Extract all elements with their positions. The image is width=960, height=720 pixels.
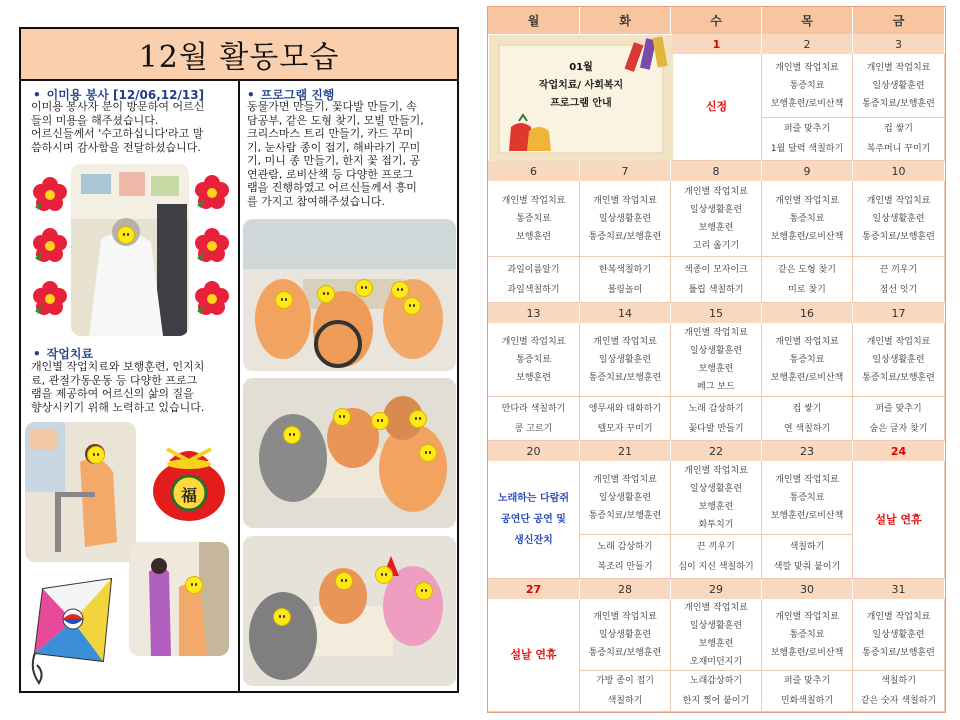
activity: 컵 쌓기 [792,403,822,414]
therapy-text [31,360,236,414]
activity: 일상생활훈련 [872,354,925,365]
kite-icon [25,569,123,691]
date-cell: 6 [488,161,580,181]
activity: 통증치료 [516,213,551,224]
activity: 꽃다발 만들기 [688,423,744,434]
program-cell [580,257,671,303]
date-cell: 14 [580,303,671,323]
program-cell [762,397,853,441]
activity: 보행훈련/로비산책 [770,372,844,383]
walker-training-photo [25,422,136,562]
program-text [247,100,459,208]
face-blur-icon [371,412,389,430]
date-cell: 31 [853,579,945,599]
holiday-cell [488,599,580,712]
activity: 십이 지신 색칠하기 [678,561,754,572]
text-line: 담공부, 같은 도형 찾기, 모빌 만들기, [247,113,424,127]
activity: 일상생활훈련 [872,213,925,224]
activity: 과일이름알기 [507,264,560,275]
activity: 일상생활훈련 [598,629,652,640]
face-blur-icon [419,444,437,462]
event-cell [488,461,580,579]
face-blur-icon [283,426,301,444]
program-cell [762,671,853,712]
face-blur-icon [333,408,351,426]
activity: 개인별 작업치료 [684,186,748,197]
activity: 색칠하기 [789,541,825,552]
schedule-cell [580,323,671,397]
schedule-cell [671,599,762,671]
activity: 미로 찾기 [788,284,826,295]
activity: 보행훈련 [516,231,551,242]
activity: 통증치료/보행훈련 [588,231,662,242]
activity: 개인별 작업치료 [866,62,931,73]
weekday-header [488,7,945,34]
haircut-photo [71,164,189,336]
program-cell [671,397,762,441]
program-cell [488,257,580,303]
schedule-cell [762,599,853,671]
activity: 통증치료 [516,354,551,365]
activity: 통증치료/보행훈련 [862,647,935,658]
activity: 보행훈련/로비산책 [770,647,844,658]
program-cell [853,118,945,161]
activity: 보행훈련/로비산책 [770,510,844,521]
schedule-cell [762,461,853,535]
activity: 고리 옮기기 [692,240,740,251]
activity: 볼링놀이 [607,284,643,295]
schedule-cell [580,461,671,535]
activity: 텔모자 꾸미기 [597,423,653,434]
calendar-banner [489,35,673,163]
date-cell: 10 [853,161,945,181]
camellia-flower-icon [195,281,229,315]
program-cell [671,671,762,712]
activity: 퍼즐 맞추기 [783,676,831,686]
activity-calendar [487,6,946,713]
activity: 개인별 작업치료 [775,474,839,485]
text-line: 기, 눈사람 종이 접기, 해바라기 꾸미 [247,140,421,154]
activity: 개인별 작업치료 [866,195,931,206]
date-row [672,34,945,54]
bullet-icon: • [33,347,41,361]
text-line: 크리스마스 트리 만들기, 카드 꾸미 [247,127,414,140]
event-line: 노래하는 다람쥐 [497,493,570,504]
date-row [488,579,945,599]
face-blur-icon [409,410,427,428]
activity: 앵무새와 대화하기 [588,403,662,414]
activity: 보행훈련 [698,222,734,233]
date-cell: 27 [488,579,580,599]
text-line: 기, 미니 종 만들기, 한지 꽃 접기, 공 [247,154,421,167]
program-cell [762,535,853,579]
activity: 연 색칠하기 [783,423,831,434]
date-cell: 29 [671,579,762,599]
activity: 색칠하기 [607,696,643,706]
activity: 개인별 작업치료 [593,336,657,347]
date-cell: 22 [671,441,762,461]
program-cell [488,397,580,441]
activity: 통증치료 [789,213,825,224]
holiday-label: 설날 연휴 [510,648,557,661]
camellia-flower-icon [195,228,229,262]
program-cell [580,397,671,441]
activity: 같은 숫자 색칠하기 [860,696,937,706]
text-line: 연관람, 로비산책 등 다양한 프로그 [247,167,414,181]
text-line: 어르신들께서 '수고하십니다'라고 말 [31,127,204,140]
activity: 일상생활훈련 [689,204,743,215]
date-cell: 8 [671,161,762,181]
schedule-cell [671,461,762,535]
date-cell: 7 [580,161,671,181]
event-line: 공연단 공연 및 [501,514,566,525]
camellia-flower-icon [195,175,229,209]
activity: 개인별 작업치료 [501,336,566,347]
program-cell [671,535,762,579]
date-cell: 23 [762,441,853,461]
activity: 만다라 색칠하기 [501,403,566,414]
camellia-flower-icon [33,177,67,211]
banner-line: 작업치료/ 사회복지 [538,80,624,91]
face-blur-icon [403,297,421,315]
schedule-cell [671,181,762,257]
volunteer-title-text: 이미용 봉사 [12/06,12/13] [46,88,205,102]
program-cell [853,671,945,712]
activity: 콩 고르기 [514,423,553,434]
activity: 개인별 작업치료 [593,195,657,206]
weekday-thu: 목 [762,7,853,34]
face-blur-icon [335,572,353,590]
camellia-flower-icon [33,228,67,262]
activity: 통증치료 [789,492,825,503]
newsletter-panel [19,27,459,693]
date-cell: 24 [853,441,945,461]
camellia-flower-icon [33,281,67,315]
activity: 한지 찢어 붙이기 [682,696,750,706]
activity: 화투치기 [698,519,734,530]
date-cell: 15 [671,303,762,323]
activity: 보행훈련 [516,372,551,383]
activity: 색종이 모자이크 [684,264,748,275]
activity: 퍼즐 맞추기 [783,124,831,134]
text-line: 램을 제공하여 어르신의 삶의 질을 [31,387,194,400]
text-line: 료, 관절가동운동 등 다양한 프로그 [31,373,198,387]
date-cell: 16 [762,303,853,323]
holiday-label: 설날 연휴 [875,512,922,526]
text-line: 이미용 봉사자 분이 방문하여 어르신 [31,100,205,113]
weekday-wed: 수 [671,7,762,34]
program-title-text: 프로그램 진행 [260,88,335,102]
activity: 보행훈련/로비산책 [770,98,844,109]
activity: 개인별 작업치료 [684,602,748,613]
activity: 1월 달력 색칠하기 [770,144,844,154]
schedule-cell [853,599,945,671]
column-divider [238,81,240,691]
activity: 통증치료/보행훈련 [862,231,935,242]
activity: 색깔 맞춰 붙이기 [773,561,841,572]
schedule-cell [762,54,853,118]
activity: 개인별 작업치료 [775,62,839,73]
activity: 통증치료/보행훈련 [588,510,662,521]
banner-line: 프로그램 안내 [550,98,612,109]
face-blur-icon [185,576,203,594]
date-cell: 2 [762,34,853,54]
face-blur-icon [87,446,105,464]
program-cell [580,535,671,579]
activity: 튤립 색칠하기 [688,284,744,295]
event-line: 생신잔치 [514,535,553,546]
activity: 색칠하기 [881,676,916,686]
holiday-label: 신정 [705,100,728,113]
schedule-cell [580,599,671,671]
activity: 보행훈련 [698,363,734,374]
activity: 보행훈련 [698,638,734,649]
activity: 일상생활훈련 [689,483,743,494]
schedule-cell [488,323,580,397]
text-line: 들의 미용을 해주셨습니다. [31,113,159,127]
schedule-cell [853,54,945,118]
program-photo-2 [243,378,456,528]
face-blur-icon [273,608,291,626]
lucky-bag-icon [149,431,229,523]
activity: 오재미던지기 [689,656,743,667]
program-cell [853,397,945,441]
activity: 개인별 작업치료 [684,327,748,338]
activity: 노래 감상하기 [688,403,744,414]
date-cell: 17 [853,303,945,323]
schedule-cell [762,181,853,257]
activity: 복조리 만들기 [597,561,653,572]
activity: 같은 도형 찾기 [778,264,836,275]
activity: 점선 잇기 [879,284,918,295]
activity: 숨은 글자 찾기 [869,423,928,434]
activity: 보행훈련 [698,501,734,512]
date-cell: 3 [853,34,945,54]
activity: 일상생활훈련 [598,492,652,503]
walking-assist-photo [129,542,229,656]
text-line: 씀하시며 감사함을 전달하셨습니다. [31,140,201,154]
weekday-mon: 월 [488,7,580,34]
activity: 개인별 작업치료 [501,195,566,206]
date-row [488,161,945,181]
date-cell: 20 [488,441,580,461]
activity: 통증치료/보행훈련 [862,372,935,383]
activity: 페그 보드 [697,381,735,392]
text-line: 동물가면 만들기, 꽃다발 만들기, 속 [247,100,417,113]
face-blur-icon [275,291,293,309]
program-photo-1 [243,219,456,371]
activity: 개인별 작업치료 [593,474,657,485]
bullet-icon: • [247,88,255,102]
activity: 끈 끼우기 [879,264,918,275]
face-blur-icon [415,582,433,600]
schedule-cell [580,181,671,257]
activity: 통증치료 [789,80,825,91]
face-blur-icon [317,285,335,303]
face-blur-icon [375,566,393,584]
activity: 개인별 작업치료 [775,336,839,347]
activity: 보행훈련/로비산책 [770,231,844,242]
schedule-cell [762,323,853,397]
program-cell [580,671,671,712]
weekday-tue: 화 [580,7,671,34]
activity: 통증치료/보행훈련 [588,372,662,383]
banner-text [489,59,673,113]
date-cell: 1 [672,34,762,54]
activity: 일상생활훈련 [598,213,652,224]
face-blur-icon [117,226,135,244]
holiday-cell [853,461,945,579]
program-photo-3 [243,536,456,686]
activity: 개인별 작업치료 [866,611,931,622]
activity: 개인별 작업치료 [684,465,748,476]
activity: 일상생활훈련 [689,620,743,631]
volunteer-text [31,100,236,154]
activity: 노래 감상하기 [597,541,653,552]
date-cell: 9 [762,161,853,181]
text-line: 개인별 작업치료와 보행훈련, 인지치 [31,360,205,373]
new-year-cell [672,54,762,161]
newsletter-title: 12월 활동모습 [21,29,457,81]
activity: 끈 끼우기 [697,541,735,552]
date-row [488,303,945,323]
activity: 일상생활훈련 [598,354,652,365]
activity: 일상생활훈련 [872,80,925,91]
activity: 퍼즐 맞추기 [875,403,922,414]
date-cell: 28 [580,579,671,599]
activity: 통증치료/보행훈련 [862,98,935,109]
activity: 개인별 작업치료 [593,611,657,622]
bullet-icon: • [33,88,41,102]
face-blur-icon [355,279,373,297]
activity: 개인별 작업치료 [775,611,839,622]
program-cell [853,257,945,303]
date-row [488,441,945,461]
program-cell [762,257,853,303]
activity: 노래감상하기 [689,676,743,686]
schedule-cell [853,181,945,257]
text-line: 향상시키기 위해 노력하고 있습니다. [31,400,205,414]
activity: 일상생활훈련 [872,629,925,640]
activity: 복주머니 꾸미기 [866,144,931,154]
program-cell [762,118,853,161]
activity: 개인별 작업치료 [866,336,931,347]
weekday-fri: 금 [853,7,945,34]
date-cell: 21 [580,441,671,461]
schedule-cell [488,181,580,257]
schedule-cell [853,323,945,397]
activity: 과일색칠하기 [507,284,560,295]
activity: 가방 종이 접기 [596,676,654,686]
activity: 통증치료 [789,629,825,640]
activity: 민화색칠하기 [780,696,834,706]
therapy-title-text: 작업치료 [46,347,94,361]
activity: 통증치료 [789,354,825,365]
activity: 통증치료/보행훈련 [588,647,662,658]
banner-line: 01월 [569,62,593,73]
text-line: 를 가지고 참여해주셨습니다. [247,194,386,208]
date-cell: 13 [488,303,580,323]
program-cell [671,257,762,303]
lucky-bag-char: 福 [180,486,197,505]
date-cell: 30 [762,579,853,599]
activity: 개인별 작업치료 [775,195,839,206]
face-blur-icon [391,281,409,299]
activity: 한복색칠하기 [598,264,652,275]
schedule-cell [671,323,762,397]
text-line: 램을 진행하였고 어르신들께서 흥미 [247,181,417,194]
activity: 일상생활훈련 [689,345,743,356]
activity: 컵 쌓기 [884,124,913,134]
